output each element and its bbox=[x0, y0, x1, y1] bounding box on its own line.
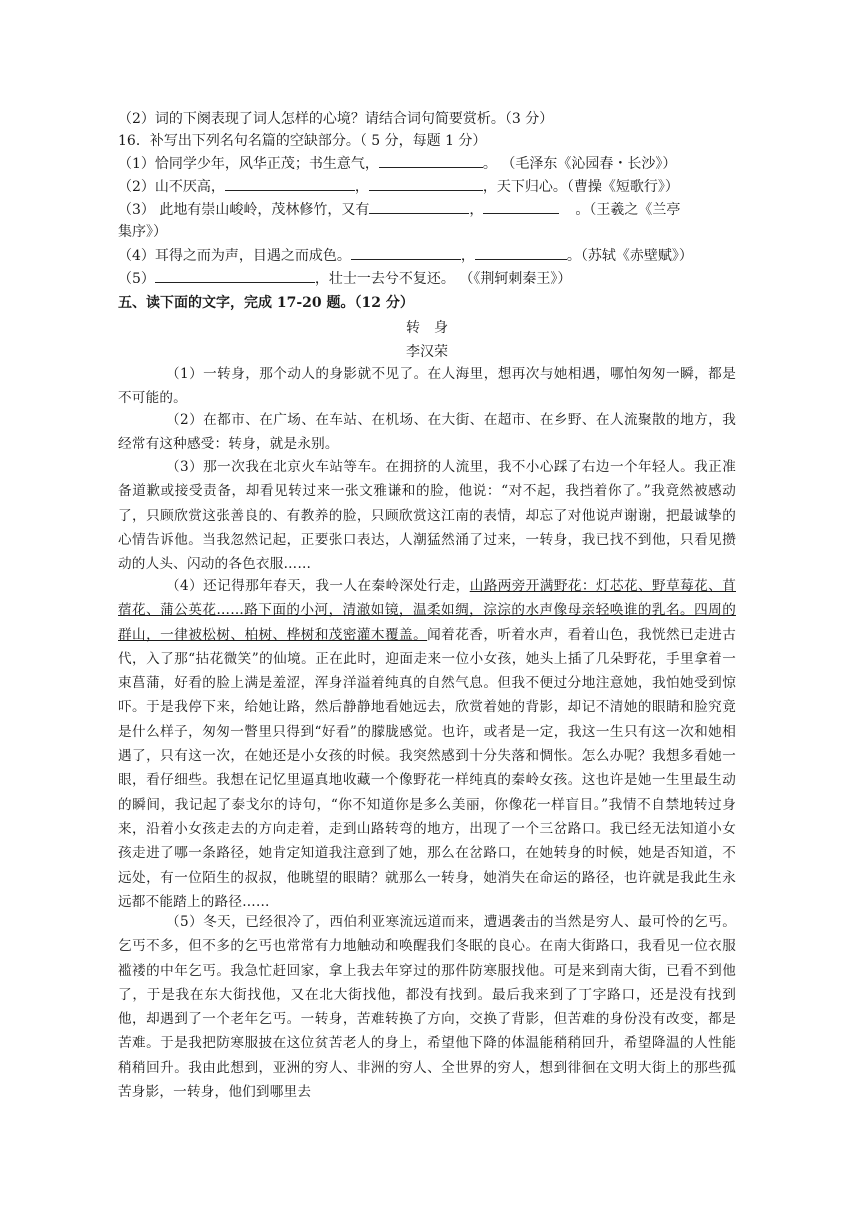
answer-blank[interactable] bbox=[379, 153, 483, 168]
q16-2-source: ，天下归心。（曹操《短歌行》） bbox=[482, 179, 679, 195]
answer-blank[interactable] bbox=[483, 199, 559, 214]
question-16-3-cont: 集序》） bbox=[118, 224, 167, 240]
q16-4-source: 。（苏轼《赤壁赋》） bbox=[566, 248, 693, 264]
answer-blank[interactable] bbox=[155, 268, 315, 283]
question-16-5 bbox=[118, 268, 736, 290]
answer-blank[interactable] bbox=[475, 245, 567, 260]
q16-4-text: （4）耳得之而为声，目遇之而成色。 bbox=[118, 248, 351, 264]
q16-3-source: 。（王羲之《兰亭 bbox=[575, 202, 681, 218]
question-16-2 bbox=[118, 176, 736, 198]
p4-underlined-passage: 山路两旁开满野花：灯芯花、野草莓花、苜蓿花、蒲公英花……路下面的小河，清澈如镜，温柔如绸，淙淙的水声像母亲轻唤谁的乳名。四周的群山，一律被松树、柏树、桦树和茂密灌木覆盖。 bbox=[118, 578, 736, 643]
q16-1-source: 。 （毛泽东《沁园春・长沙》） bbox=[482, 156, 677, 172]
question-16-4 bbox=[118, 245, 736, 267]
article-paragraph-2: （2）在都市、在广场、在车站、在机场、在大街、在超市、在乡野、在人流聚散的地方，我经常有这种感受：转身，就是永别。 bbox=[118, 412, 736, 453]
article-author: 李汉荣 bbox=[406, 344, 448, 360]
p4-rest: 闻着花香，听着水声，看着山色，我恍然已走进古代，入了那“拈花微笑”的仙境。正在此时，迎面走来一位小女孩，她头上插了几朵野花，手里拿着一束菖蒲，好看的脸上满是羞涩，浑身洋溢着纯真的自然气息。但我不便过分地注意她，我怕她受到惊吓。于是我停下来，给她让路，然后静静地看她远去，欣赏着她的背影，却记不清她的眼睛和脸究竟是什么样子，匆匆一瞥里只得到“好看”的朦胧感觉。也许，或者是一定，我这一生只有这一次和她相遇了，只有这一次，在她还是小女孩的时候。我突然感到十分失落和惆怅。怎么办呢？我想多看她一眼，看仔细些。我想在记忆里逼真地收藏一个像野花一样纯真的秦岭女孩。这也许是她一生里最生动的瞬间，我记起了泰戈尔的诗句，“你不知道你是多么美丽，你像花一样盲目。”我情不自禁地转过身来，沿着小女孩走去的方向走着，走到山路转弯的地方，出现了一个三岔路口。我已经无法知道小女孩走进了哪一条路径，她肯定知道我注意到了她，那么在岔路口，在她转身的时候，她是否知道，不远处，有一位陌生的叔叔，他眺望的眼睛？就那么一转身，她消失在命运的路径，也许就是我此生永远都不能踏上的路径…… bbox=[118, 626, 736, 910]
article-paragraph-1: （1）一转身，那个动人的身影就不见了。在人海里，想再次与她相遇，哪怕匆匆一瞬，都是不可能的。 bbox=[118, 366, 736, 407]
answer-blank[interactable] bbox=[369, 199, 469, 214]
section-heading: 五、读下面的文字，完成 17-20 题。（12 分） bbox=[118, 295, 414, 311]
q16-3-comma: ， bbox=[469, 202, 484, 218]
article-title: 转 身 bbox=[406, 320, 448, 336]
q16-5-label: （5） bbox=[118, 271, 155, 287]
question-16-1 bbox=[118, 153, 736, 175]
answer-blank[interactable] bbox=[225, 176, 355, 191]
q16-3-text: （3） 此地有崇山峻岭，茂林修竹，又有 bbox=[118, 202, 370, 218]
article-paragraph-4 bbox=[118, 574, 736, 914]
q16-2-text: （2）山不厌高， bbox=[118, 179, 225, 195]
question-16-title: 16．补写出下列名句名篇的空缺部分。（ 5 分，每题 1 分） bbox=[118, 133, 487, 149]
p4-intro: （4）还记得那年春天，我一人在秦岭深处行走， bbox=[166, 578, 470, 594]
question-16-3 bbox=[118, 199, 736, 221]
q16-1-text: （1）恰同学少年，风华正茂；书生意气， bbox=[118, 156, 379, 172]
question-15-2: （2）词的下阕表现了词人怎样的心境？请结合词句简要赏析。（3 分） bbox=[118, 111, 554, 127]
answer-blank[interactable] bbox=[369, 176, 483, 191]
article-paragraph-3: （3）那一次我在北京火车站等车。在拥挤的人流里，我不小心踩了右边一个年轻人。我正准备道歉或接受责备，却看见转过来一张文雅谦和的脸，他说：“对不起，我挡着你了。”我竟然被感动了，只顾欣赏这张善良的、有教养的脸，只顾欣赏这江南的表情，却忘了对他说声谢谢，把最诚挚的心情告诉他。当我忽然记起，正要张口表达，人潮猛然涌了过来，一转身，我已找不到他，只看见攒动的人头、闪动的各色衣服…… bbox=[118, 459, 736, 573]
answer-blank[interactable] bbox=[351, 245, 461, 260]
article-paragraph-5: （5）冬天，已经很冷了，西伯利亚寒流远道而来，遭遇袭击的当然是穷人、最可怜的乞丐。乞丐不多，但不多的乞丐也常常有力地触动和唤醒我们冬眠的良心。在南大街路口，我看见一位衣服褴褛的中年乞丐。我急忙赶回家，拿上我去年穿过的那件防寒服找他。可是来到南大街，已看不到他了，于是我在东大街找他，又在北大街找他，都没有找到。最后我来到了丁字路口，还是没有找到他，却遇到了一个老年乞丐。一转身，苦难转换了方向，交换了背影，但苦难的身份没有改变，都是苦难。于是我把防寒服披在这位贫苦老人的身上，希望他下降的体温能稍稍回升，希望降温的人性能稍稍回升。我由此想到，亚洲的穷人、非洲的穷人、全世界的穷人，想到徘徊在文明大街上的那些孤苦身影，一转身，他们到哪里去 bbox=[118, 914, 736, 1101]
q16-2-comma: ， bbox=[354, 179, 369, 195]
q16-5-source: ，壮士一去兮不复还。 （《荆轲刺秦王》） bbox=[314, 271, 572, 287]
q16-4-comma: ， bbox=[460, 248, 475, 264]
